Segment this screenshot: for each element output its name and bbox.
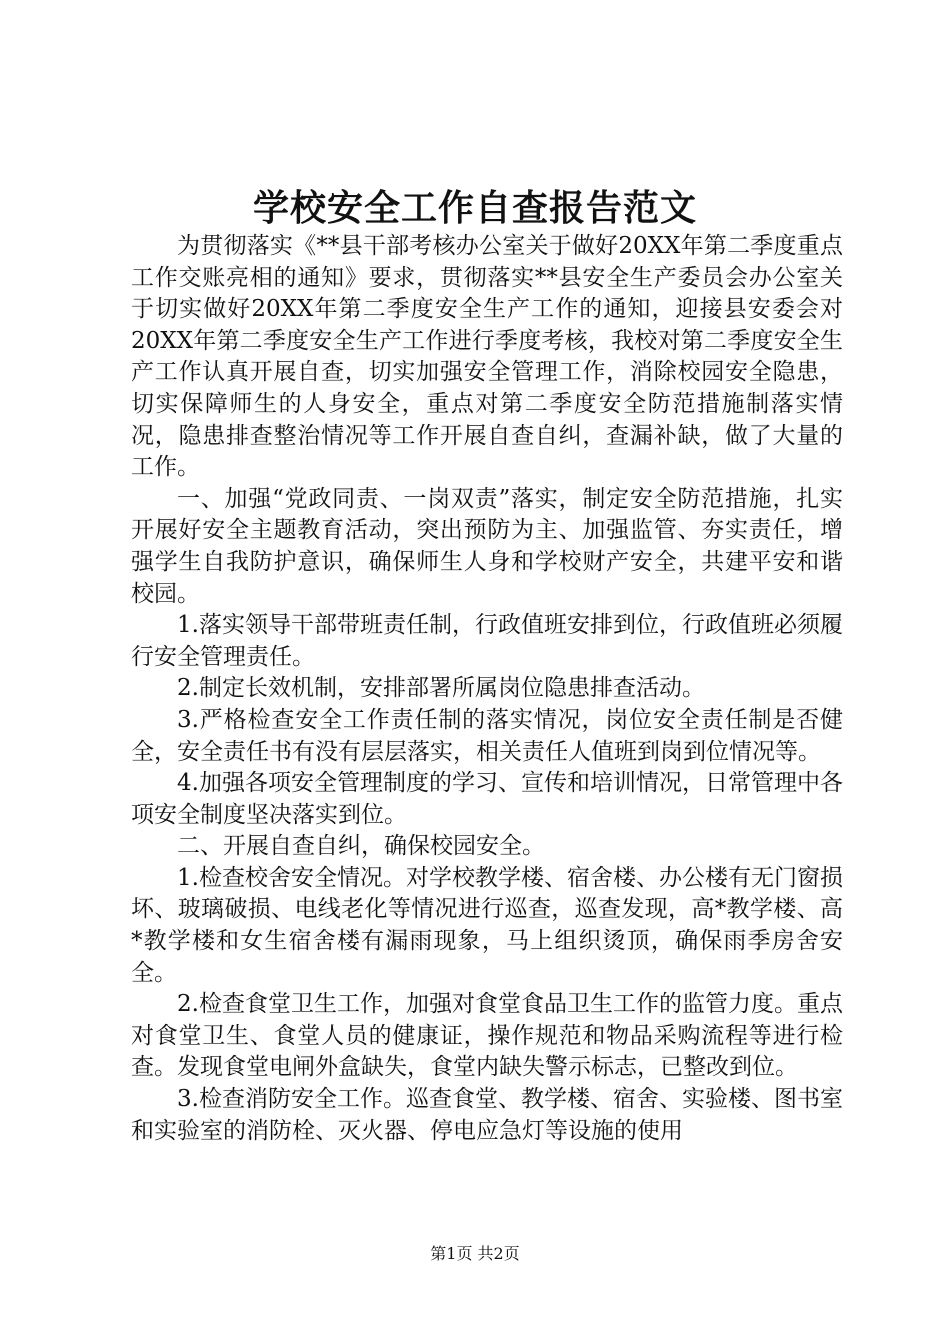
paragraph-item-2-1: 1.检查校舍安全情况。对学校教学楼、宿舍楼、办公楼有无门窗损坏、玻璃破损、电线老化等情况进行巡查，巡查发现，高*教学楼、高*教学楼和女生宿舍楼有漏雨现象，马上组织烫顶，确保雨季房舍安全。 [131,864,843,986]
paragraph-item-1-2: 2.制定长效机制，安排部署所属岗位隐患排查活动。 [177,675,705,702]
paragraph-item-1-4: 4.加强各项安全管理制度的学习、宣传和培训情况，日常管理中各项安全制度坚决落实到位。 [131,770,843,828]
paragraph-section-one: 一、加强“党政同责、一岗双责”落实，制定安全防范措施，扎实开展好安全主题教育活动，突出预防为主、加强监管、夯实责任，增强学生自我防护意识，确保师生人身和学校财产安全，共建平安和谐校园。 [131,485,843,607]
paragraph-intro: 为贯彻落实《**县干部考核办公室关于做好20XX年第二季度重点工作交账亮相的通知》要求，贯彻落实**县安全生产委员会办公室关于切实做好20XX年第二季度安全生产工作的通知，迎接县安委会对20XX年第二季度安全生产工作进行季度考核，我校对第二季度安全生产工作认真开展自查，切实加强安全管理工作，消除校园安全隐患，切实保障师生的人身安全，重点对第二季度安全防范措施制落实情况，隐患排查整治情况等工作开展自查自纠，查漏补缺，做了大量的工作。 [131,233,843,481]
paragraph-item-2-2: 2.检查食堂卫生工作，加强对食堂食品卫生工作的监管力度。重点对食堂卫生、食堂人员的健康证，操作规范和物品采购流程等进行检查。发现食堂电闸外盒缺失，食堂内缺失警示标志，已整改到位。 [131,991,843,1081]
paragraph-item-1-1: 1.落实领导干部带班责任制，行政值班安排到位，行政值班必须履行安全管理责任。 [131,612,843,670]
document-title: 学校安全工作自查报告范文 [252,187,697,229]
paragraph-section-two: 二、开展自查自纠，确保校园安全。 [177,833,545,860]
paragraph-item-1-3: 3.严格检查安全工作责任制的落实情况，岗位安全责任制是否健全，安全责任书有没有层层落实，相关责任人值班到岗到位情况等。 [131,706,843,765]
document-body [131,231,843,1147]
page-footer: 第1页 共2页 [430,1244,520,1263]
paragraph-item-2-3: 3.检查消防安全工作。巡查食堂、教学楼、宿舍、实验楼、图书室和实验室的消防栓、灭火器、停电应急灯等设施的使用 [131,1086,843,1144]
